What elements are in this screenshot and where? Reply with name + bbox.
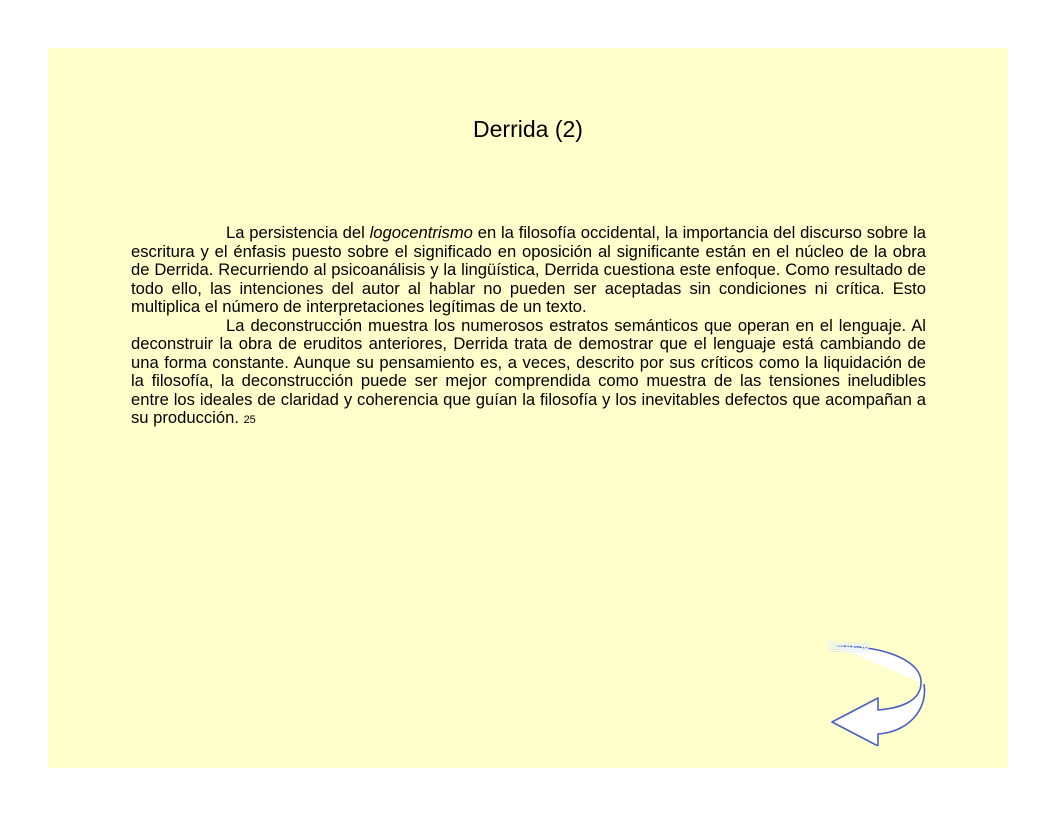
- paragraph-1-rest: en la filosofía occidental, la importancia del discurso sobre la escritura y el énfasis puesto sobre el significado en oposición al significante están en el núcleo de la obra de Derrida. Recurriendo al psicoanálisis y la lingüística, Derrida cuestiona este enfoque. Como resultado de todo ello, las intenciones del autor al hablar no pueden ser aceptadas sin condiciones ni crítica. Esto multiplica el número de interpretaciones legítimas de un texto.: [131, 223, 926, 316]
- paragraph-2: [131, 317, 926, 430]
- emphasized-term: logocentrismo: [369, 223, 473, 242]
- slide: [48, 48, 1008, 768]
- paragraph-1-start: La persistencia del: [226, 223, 370, 242]
- body-text: [131, 224, 926, 430]
- slide-title: Derrida (2): [473, 116, 583, 142]
- paragraph-2-text: La deconstrucción muestra los numerosos estratos semánticos que operan en el lenguaje. Al deconstruir la obra de eruditos anteriores, Derrida trata de demostrar que el lenguaje está cambiando de una forma constante. Aunque su pensamiento es, a veces, descrito por sus críticos como la liquidación de la filosofía, la deconstrucción puede ser mejor comprendida como muestra de las tensiones ineludibles entre los ideales de claridad y coherencia que guían la filosofía y los inevitables defectos que acompañan a su producción.: [131, 315, 926, 427]
- paragraph-1: [131, 224, 926, 317]
- curved-back-arrow-icon[interactable]: [828, 640, 928, 746]
- footnote-reference: 25: [243, 414, 256, 426]
- return-link-label[interactable]: Regreso: [828, 640, 870, 652]
- return-button[interactable]: [828, 640, 928, 746]
